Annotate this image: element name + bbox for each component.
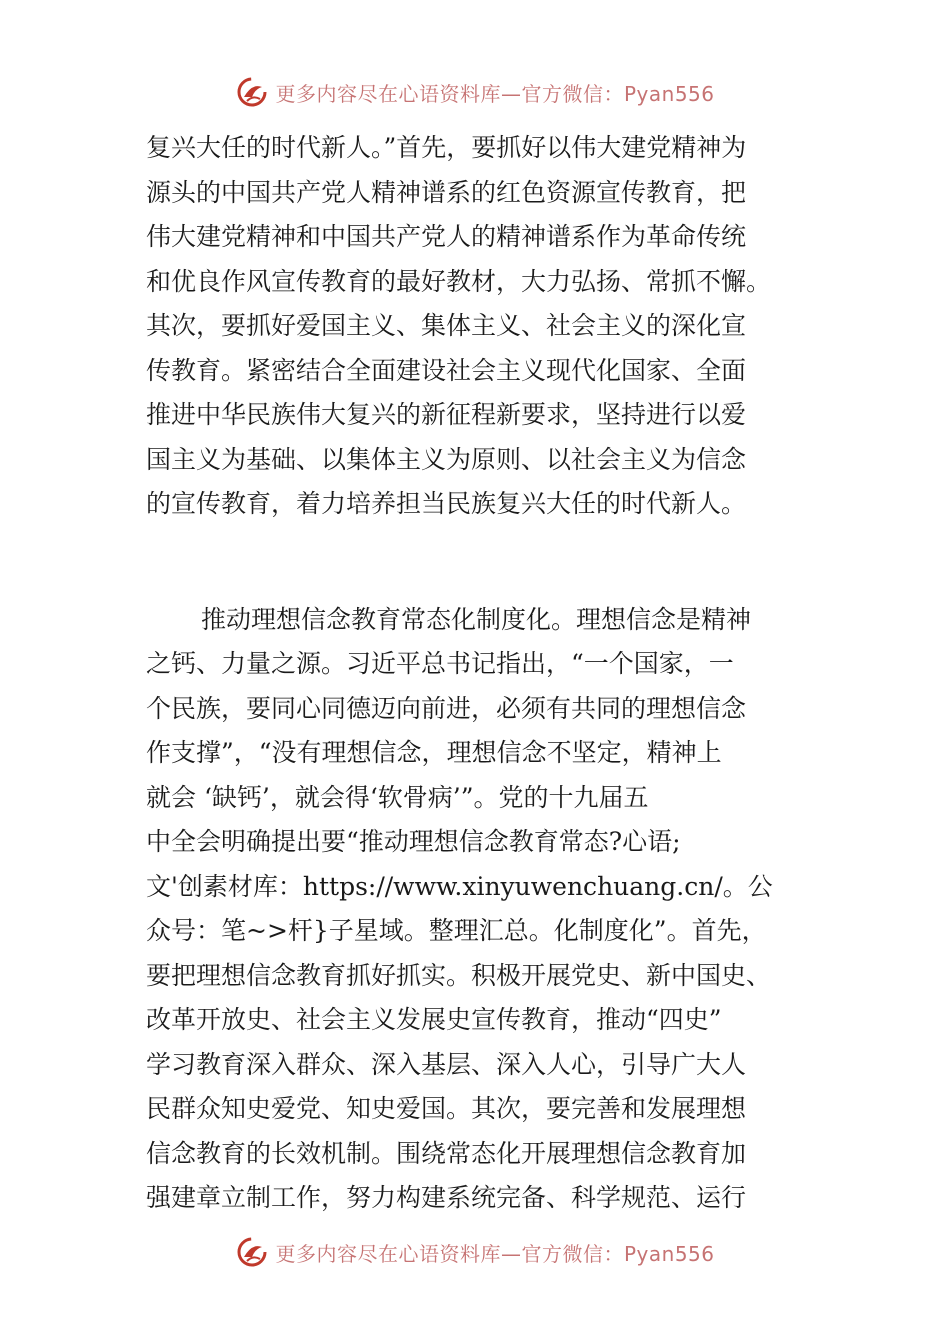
text-line: 之钙、力量之源。习近平总书记指出，“一个国家，一 xyxy=(146,649,734,678)
text-line: 传教育。紧密结合全面建设社会主义现代化国家、全面 xyxy=(146,355,747,385)
text-line: 国主义为基础、以集体主义为原则、以社会主义为信念 xyxy=(146,444,747,474)
footer-banner xyxy=(0,1232,950,1272)
text-line: 信念教育的长效机制。围绕常态化开展理想信念教育加 xyxy=(146,1138,747,1168)
text-line: 强建章立制工作，努力构建系统完备、科学规范、运行 xyxy=(146,1183,747,1212)
text-line: 复兴大任的时代新人。”首先，要抓好以伟大建党精神为 xyxy=(146,133,747,162)
banner-text xyxy=(275,78,714,107)
text-line: 中全会明确提出要“推动理想信念教育常态?心语; xyxy=(146,827,681,856)
paragraph-gap xyxy=(146,527,816,598)
banner-label: 更多内容尽在心语资料库—官方微信： xyxy=(275,1241,624,1266)
red-swirl-logo-icon xyxy=(235,1235,269,1269)
text-line: 其次，要抓好爱国主义、集体主义、社会主义的深化宣 xyxy=(146,311,747,340)
text-line: 就会 ‘缺钙’，就会得‘软骨病’”。党的十九届五 xyxy=(146,782,649,812)
banner-handle: Pyan556 xyxy=(623,81,715,106)
text-line: 源头的中国共产党人精神谱系的红色资源宣传教育，把 xyxy=(146,177,747,207)
text-line: 众号：笔~>杆}子星域。整理汇总。化制度化”。首先， xyxy=(146,916,767,945)
text-line: 作支撑”，“没有理想信念，理想信念不坚定，精神上 xyxy=(146,738,722,767)
text-line: 个民族，要同心同德迈向前进，必须有共同的理想信念 xyxy=(146,693,747,723)
banner-label: 更多内容尽在心语资料库—官方微信： xyxy=(275,81,624,106)
text-line: 伟大建党精神和中国共产党人的精神谱系作为革命传统 xyxy=(146,222,747,251)
text-line: 的宣传教育，着力培养担当民族复兴大任的时代新人。 xyxy=(146,489,747,518)
document-body xyxy=(146,126,816,1221)
banner-text xyxy=(275,1238,714,1267)
red-swirl-logo-icon xyxy=(235,75,269,109)
header-banner xyxy=(0,72,950,112)
banner-handle: Pyan556 xyxy=(623,1241,715,1266)
text-line: 推进中华民族伟大复兴的新征程新要求，坚持进行以爱 xyxy=(146,400,747,429)
text-line: 民群众知史爱党、知史爱国。其次，要完善和发展理想 xyxy=(146,1094,747,1123)
text-line: 要把理想信念教育抓好抓实。积极开展党史、新中国史、 xyxy=(146,960,772,990)
text-line: 和优良作风宣传教育的最好教材，大力弘扬、常抓不懈。 xyxy=(146,266,772,296)
text-line: 文'创素材库：https://www.xinyuwenchuang.cn/。公 xyxy=(146,871,773,901)
text-line: 学习教育深入群众、深入基层、深入人心，引导广大人 xyxy=(146,1049,747,1079)
text-line: 推动理想信念教育常态化制度化。理想信念是精神 xyxy=(201,604,752,634)
text-line: 改革开放史、社会主义发展史宣传教育，推动“四史” xyxy=(146,1005,722,1034)
